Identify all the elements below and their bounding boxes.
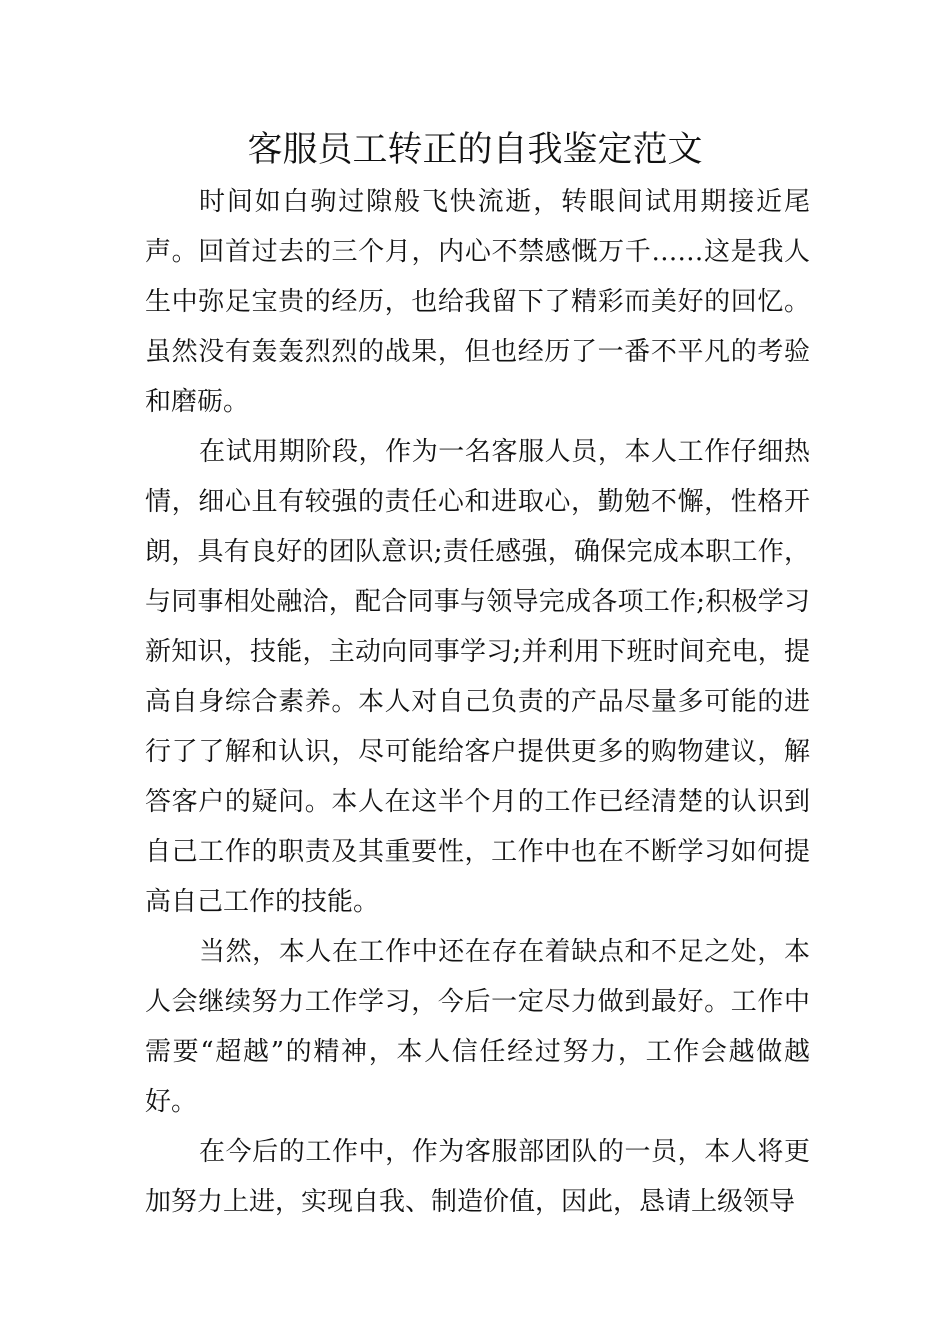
document-title: 客服员工转正的自我鉴定范文 bbox=[247, 130, 703, 170]
document-body bbox=[145, 177, 810, 1227]
paragraph-4: 在今后的工作中，作为客服部团队的一员，本人将更加努力上进，实现自我、制造价值，因此，恳请上级领导 bbox=[145, 1137, 810, 1217]
paragraph-1: 时间如白驹过隙般飞快流逝，转眼间试用期接近尾声。回首过去的三个月，内心不禁感慨万千……这是我人生中弥足宝贵的经历，也给我留下了精彩而美好的回忆。虽然没有轰轰烈烈的战果，但也经历了一番不平凡的考验和磨砺。 bbox=[145, 187, 810, 417]
paragraph-2: 在试用期阶段，作为一名客服人员，本人工作仔细热情，细心且有较强的责任心和进取心，勤勉不懈，性格开朗，具有良好的团队意识;责任感强，确保完成本职工作，与同事相处融洽，配合同事与领导完成各项工作;积极学习新知识，技能，主动向同事学习;并利用下班时间充电，提高自身综合素养。本人对自己负责的产品尽量多可能的进行了了解和认识，尽可能给客户提供更多的购物建议，解答客户的疑问。本人在这半个月的工作已经清楚的认识到自己工作的职责及其重要性，工作中也在不断学习如何提高自己工作的技能。 bbox=[145, 437, 810, 917]
paragraph-3: 当然，本人在工作中还在存在着缺点和不足之处，本人会继续努力工作学习，今后一定尽力做到最好。工作中需要“超越”的精神，本人信任经过努力，工作会越做越好。 bbox=[145, 937, 810, 1117]
